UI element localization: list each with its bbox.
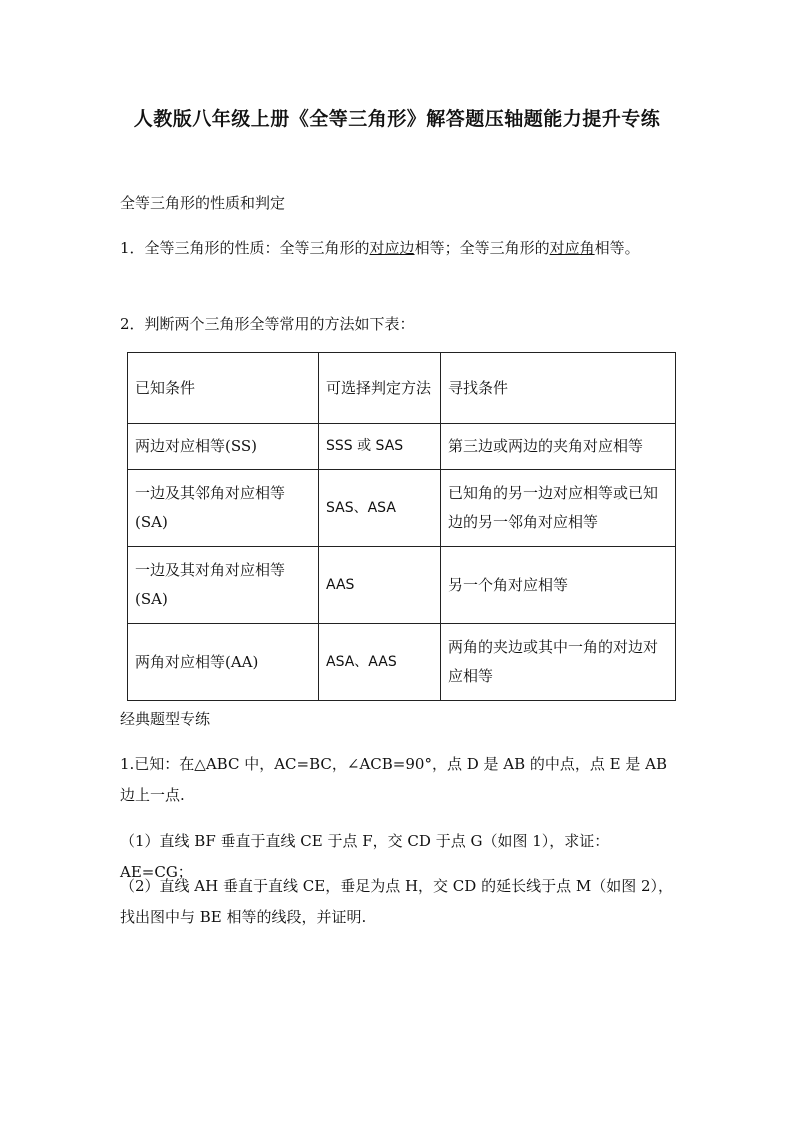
table-cell: 另一个角对应相等 bbox=[441, 547, 676, 624]
table-cell: SSS 或 SAS bbox=[319, 424, 441, 470]
table-row bbox=[128, 424, 676, 470]
section-heading-properties: 全等三角形的性质和判定 bbox=[120, 194, 286, 212]
table-cell: SAS、ASA bbox=[319, 470, 441, 547]
paragraph-criteria-intro: 2．判断两个三角形全等常用的方法如下表： bbox=[120, 315, 415, 333]
problem-part-2: （2）直线 AH 垂直于直线 CE，垂足为点 H，交 CD 的延长线于点 M（如图 2），找出图中与 BE 相等的线段，并证明. bbox=[120, 877, 674, 926]
table-cell: ASA、AAS bbox=[319, 624, 441, 701]
underlined-term-corresponding-angles: 对应角 bbox=[549, 239, 595, 257]
table-cell: 两角对应相等(AA) bbox=[128, 624, 319, 701]
properties-text-prefix: 1．全等三角形的性质：全等三角形的 bbox=[120, 239, 370, 257]
table-row bbox=[128, 470, 676, 547]
table-cell: 已知角的另一边对应相等或已知边的另一邻角对应相等 bbox=[441, 470, 676, 547]
problem-stem: 1.已知：在△ABC 中，AC=BC，∠ACB=90°，点 D 是 AB 的中点，点 E 是 AB 边上一点. bbox=[120, 755, 668, 804]
table-cell: AAS bbox=[319, 547, 441, 624]
table-header-cell: 已知条件 bbox=[128, 353, 319, 424]
properties-text-suffix: 相等。 bbox=[594, 239, 640, 257]
table-header-cell: 可选择判定方法 bbox=[319, 353, 441, 424]
criteria-table bbox=[127, 352, 676, 701]
underlined-term-corresponding-sides: 对应边 bbox=[369, 239, 415, 257]
table-cell: 一边及其对角对应相等(SA) bbox=[128, 547, 319, 624]
table-row bbox=[128, 624, 676, 701]
table-cell: 两边对应相等(SS) bbox=[128, 424, 319, 470]
table-row bbox=[128, 547, 676, 624]
section-heading-exercises: 经典题型专练 bbox=[120, 710, 211, 728]
table-cell: 第三边或两边的夹角对应相等 bbox=[441, 424, 676, 470]
table-cell: 一边及其邻角对应相等(SA) bbox=[128, 470, 319, 547]
properties-text-mid: 相等；全等三角形的 bbox=[414, 239, 550, 257]
problem-part-1: （1）直线 BF 垂直于直线 CE 于点 F，交 CD 于点 G（如图 1），求证：AE=CG； bbox=[120, 832, 610, 881]
table-cell: 两角的夹边或其中一角的对边对应相等 bbox=[441, 624, 676, 701]
table-header-row bbox=[128, 353, 676, 424]
paragraph-congruence-properties bbox=[120, 233, 680, 264]
document-title: 人教版八年级上册《全等三角形》解答题压轴题能力提升专练 bbox=[133, 108, 661, 130]
table-header-cell: 寻找条件 bbox=[441, 353, 676, 424]
